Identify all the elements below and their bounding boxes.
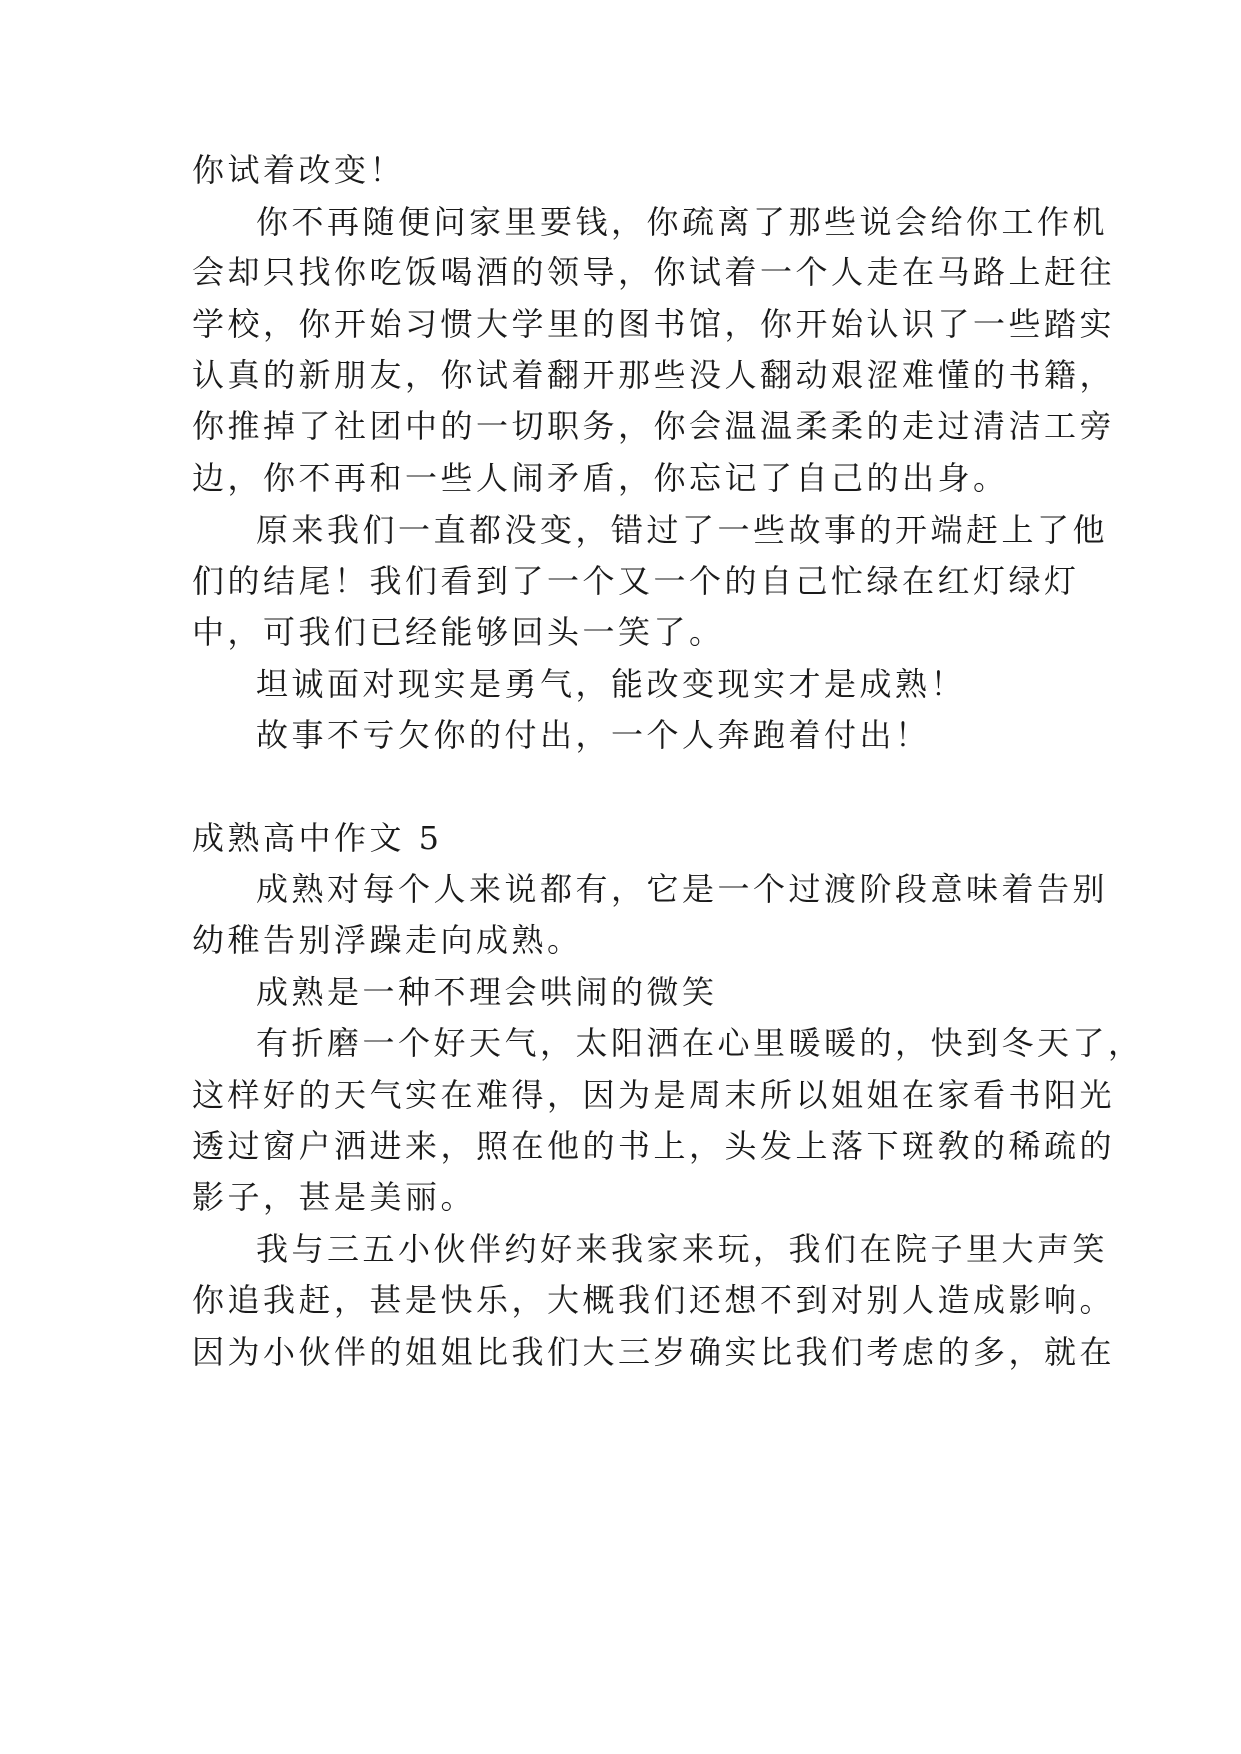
text-line: 会却只找你吃饭喝酒的领导，你试着一个人走在马路上赶往 [192,253,1116,291]
text-line: 们的结尾！我们看到了一个又一个的自己忙绿在红灯绿灯 [192,562,1080,600]
text-line: 影子，甚是美丽。 [192,1178,477,1216]
text-line: 认真的新朋友，你试着翻开那些没人翻动艰涩难懂的书籍， [192,356,1116,394]
text-line: 因为小伙伴的姐姐比我们大三岁确实比我们考虑的多，就在 [192,1333,1116,1371]
paragraph-start-line: 成熟是一种不理会哄闹的微笑 [256,973,718,1011]
paragraph-start-line: 有折磨一个好天气，太阳洒在心里暖暖的，快到冬天了， [256,1024,1144,1062]
paragraph-start-line: 我与三五小伙伴约好来我家来玩，我们在院子里大声笑 [256,1230,1109,1268]
text-line: 你试着改变！ [192,151,406,189]
text-line: 幼稚告别浮躁走向成熟。 [192,921,583,959]
text-line: 这样好的天气实在难得，因为是周末所以姐姐在家看书阳光 [192,1076,1116,1114]
paragraph-start-line: 成熟对每个人来说都有，它是一个过渡阶段意味着告别 [256,870,1109,908]
text-line: 学校，你开始习惯大学里的图书馆，你开始认识了一些踏实 [192,305,1116,343]
paragraph-start-line: 故事不亏欠你的付出，一个人奔跑着付出！ [256,716,931,754]
paragraph-start-line: 原来我们一直都没变，错过了一些故事的开端赶上了他 [256,511,1109,549]
text-line: 边，你不再和一些人闹矛盾，你忘记了自己的出身。 [192,459,1009,497]
section-heading: 成熟高中作文 5 [192,819,443,857]
paragraph-start-line: 你不再随便问家里要钱，你疏离了那些说会给你工作机 [256,203,1109,241]
text-line: 你追我赶，甚是快乐，大概我们还想不到对别人造成影响。 [192,1281,1116,1319]
text-line: 中，可我们已经能够回头一笑了。 [192,613,725,651]
text-line: 你推掉了社团中的一切职务，你会温温柔柔的走过清洁工旁 [192,407,1116,445]
paragraph-start-line: 坦诚面对现实是勇气，能改变现实才是成熟！ [256,665,967,703]
text-line: 透过窗户洒进来，照在他的书上，头发上落下斑敎的稀疏的 [192,1127,1116,1165]
